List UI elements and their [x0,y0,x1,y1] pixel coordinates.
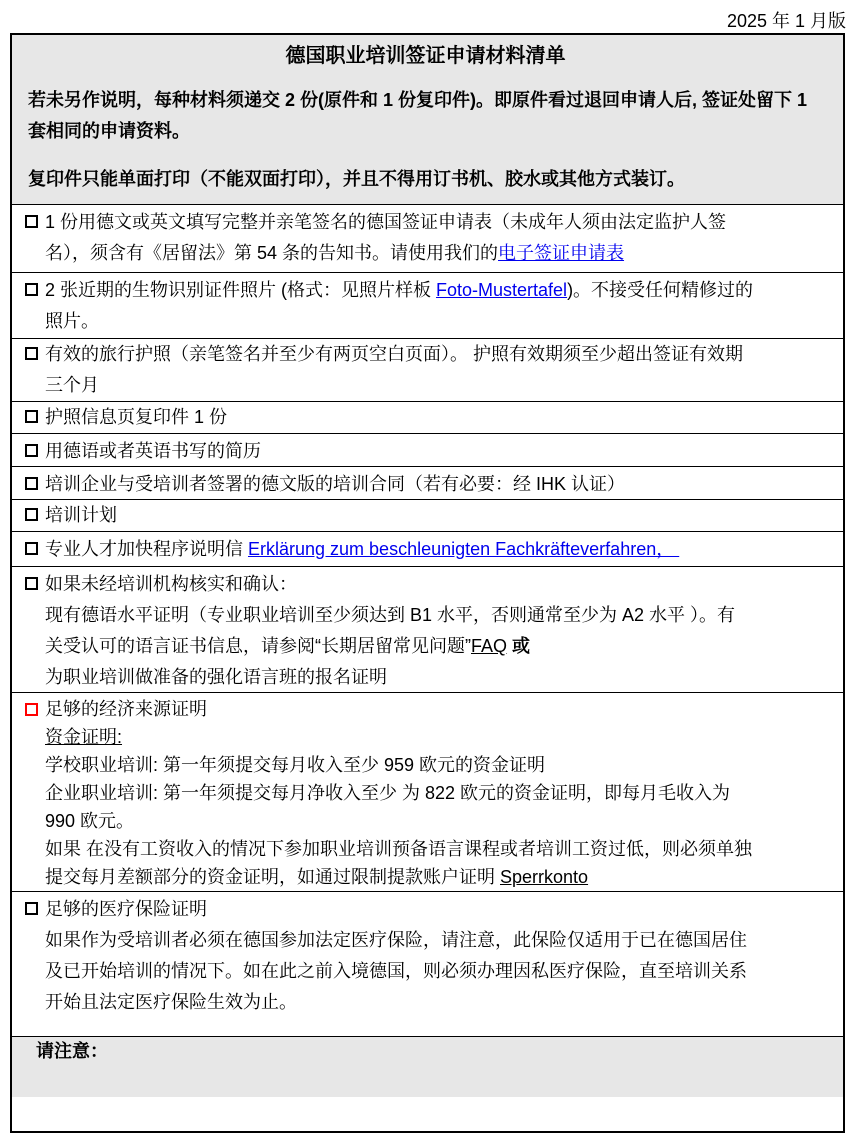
underlined-text: FAQ [471,636,508,656]
text-line [45,807,818,835]
checkbox-icon [25,444,38,457]
text-segment: 足够的医疗保险证明 [45,899,207,919]
checkbox-cell [12,500,45,531]
text-segment: 1 份用德文或英文填写完整并亲笔签名的德国签证申请表（未成年人须由法定监护人签 [45,212,727,232]
text-segment: 如果未经培训机构核实和确认： [45,574,297,594]
text-line [45,402,818,433]
row-content [45,275,843,338]
document-sheet [10,33,845,1133]
text-line [45,779,818,807]
text-line [45,600,818,631]
checklist-row [12,205,843,273]
row-content [45,469,843,499]
row-content [45,569,843,692]
intro-paragraph-1: 若未另作说明，每种材料须递交 2 份(原件和 1 份复印件)。即原件看过退回申请人后, 签证处留下 1 套相同的申请资料。 [28,90,813,141]
text-line [45,894,818,925]
text-line [45,469,818,500]
checklist-row [12,434,843,467]
text-segment: 提交每月差额部分的资金证明，如通过限制提款账户证明 [45,867,500,887]
text-segment: 护照信息页复印件 1 份 [45,407,228,427]
checkbox-icon [25,508,38,521]
text-segment: 有效的旅行护照（亲笔签名并至少有两页空白页面）。 护照有效期须至少超出签证有效期 [45,344,743,364]
text-line [45,751,818,779]
checkbox-icon [25,215,38,228]
checkbox-icon [25,477,38,490]
text-line [45,925,818,956]
row-content [45,894,843,1036]
version-label: 2025 年 1 月版 [726,11,846,31]
checkbox-cell [12,534,45,566]
hyperlink[interactable]: 电子签证申请表 [498,243,625,263]
checklist-row [12,532,843,567]
text-line [45,339,818,370]
text-segment: 照片。 [45,311,99,331]
checkbox-cell [12,569,45,692]
underlined-text: Sperrkonto [500,867,589,887]
text-segment: 如果 在没有工资收入的情况下参加职业培训预备语言课程或者培训工资过低，则必须单独 [45,839,752,859]
text-line [45,370,818,401]
checkbox-icon [25,902,38,915]
text-segment: 关受认可的语言证书信息，请参阅“长期居留常见问题” [45,636,471,656]
row-content [45,339,843,401]
checklist-row [12,892,843,1037]
text-segment: 开始且法定医疗保险生效为止。 [45,992,297,1012]
text-segment: 专业人才加快程序说明信 [45,539,248,559]
text-segment: 三个月 [45,375,99,395]
text-segment: 培训计划 [45,505,117,525]
checkbox-icon [25,542,38,555]
underlined-text: 资金证明: [45,727,123,747]
checkbox-cell [12,402,45,433]
text-segment: )。不接受任何精修过的 [567,280,754,300]
text-line [45,723,818,751]
row-content [45,207,843,272]
text-line [45,207,818,238]
text-segment: 为职业培训做准备的强化语言班的报名证明 [45,667,387,687]
checkbox-cell [12,339,45,401]
header-note-block [12,35,843,205]
checkbox-cell [12,469,45,499]
text-line [45,275,818,306]
checkbox-icon-red [25,703,38,716]
row-content [45,500,843,531]
checkbox-cell [12,894,45,1036]
text-line [45,436,818,467]
text-segment: 如果作为受培训者必须在德国参加法定医疗保险，请注意，此保险仅适用于已在德国居住 [45,930,747,950]
footer-note-label: 请注意： [36,1041,108,1061]
checklist-row [12,693,843,892]
text-line [45,631,818,662]
checkbox-icon [25,283,38,296]
text-line [45,987,818,1018]
text-line [45,835,818,863]
checkbox-icon [25,410,38,423]
checklist-row [12,567,843,693]
document-title: 德国职业培训签证申请材料清单 [285,45,566,67]
text-line [45,863,818,891]
row-content [45,436,843,466]
text-segment: 990 欧元。 [45,811,135,831]
text-line [45,662,818,693]
text-line [45,956,818,987]
text-segment: 及已开始培训的情况下。如在此之前入境德国，则必须办理因私医疗保险，直至培训关系 [45,961,747,981]
checklist-row [12,467,843,500]
checkbox-icon [25,347,38,360]
checklist-row [12,500,843,532]
text-segment: 2 张近期的生物识别证件照片 (格式：见照片样板 [45,280,437,300]
checkbox-cell [12,436,45,466]
bold-text: 或 [507,636,531,656]
checkbox-cell [12,207,45,272]
text-line [45,569,818,600]
hyperlink[interactable]: Erklärung zum beschleunigten Fachkräfteverfahren， [248,539,680,559]
text-segment: 企业职业培训: 第一年须提交每月净收入至少 为 822 欧元的资金证明，即每月毛收入为 [45,783,731,803]
text-segment: 现有德语水平证明（专业职业培训至少须达到 B1 水平，否则通常至少为 A2 水平 ）。有 [45,605,736,625]
text-line [45,534,818,565]
checkbox-cell [12,275,45,338]
text-line [45,238,818,269]
checkbox-icon [25,577,38,590]
row-content [45,695,843,891]
checklist-rows [12,205,843,1037]
checklist-row [12,402,843,434]
intro-paragraph-2: 复印件只能单面打印（不能双面打印），并且不得用订书机、胶水或其他方式装订。 [28,169,685,189]
checklist-row [12,339,843,402]
text-line [45,306,818,337]
footer-note-row [12,1037,843,1097]
checkbox-cell [12,695,45,891]
hyperlink[interactable]: Foto-Mustertafel [436,280,568,300]
checklist-row [12,273,843,339]
text-segment: 名），须含有《居留法》第 54 条的告知书。请使用我们的 [45,243,499,263]
text-segment: 用德语或者英语书写的简历 [45,441,261,461]
text-segment: 学校职业培训: 第一年须提交每月收入至少 959 欧元的资金证明 [45,755,546,775]
text-segment: 足够的经济来源证明 [45,699,207,719]
row-content [45,402,843,433]
text-segment: 培训企业与受培训者签署的德文版的培训合同（若有必要：经 IHK 认证） [45,474,626,494]
row-content [45,534,843,566]
text-line [45,500,818,531]
text-line [45,695,818,723]
